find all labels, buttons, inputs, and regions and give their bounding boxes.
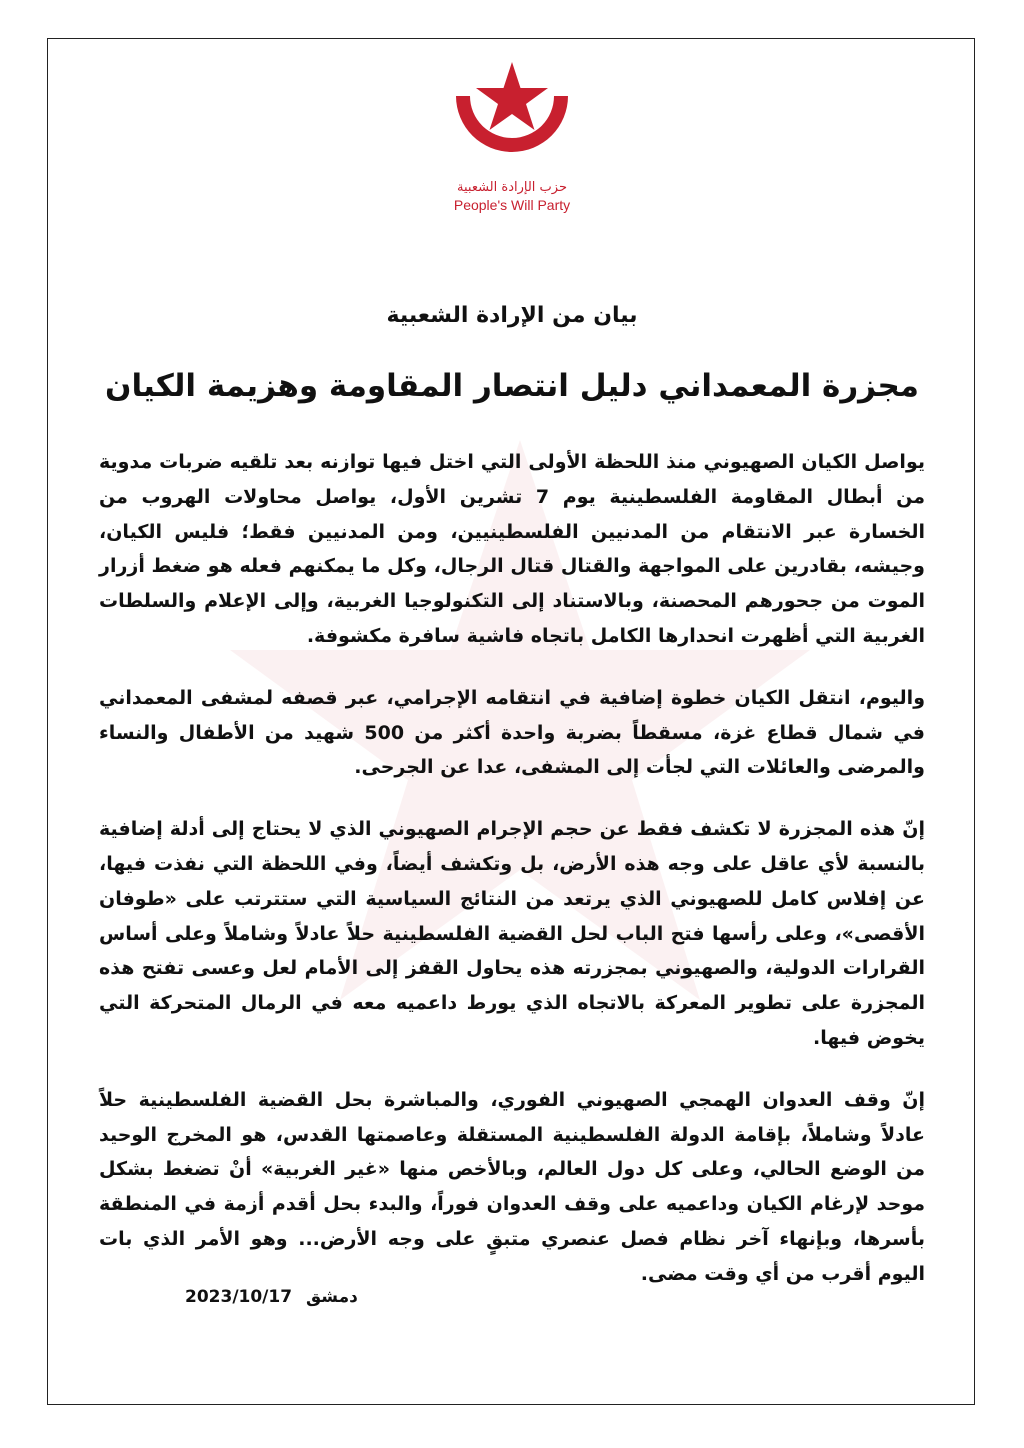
paragraph: يواصل الكيان الصهيوني منذ اللحظة الأولى التي اختل فيها توازنه بعد تلقيه ضربات مدوية من أبطال المقاومة الفلسطينية يوم 7 تشرين الأول، يواصل محاولات الهروب من الخسارة عبر الانتقام من المدنيين الفلسطينيين، ومن المدنيين فقط؛ فليس الكيان، وجيشه، بقادرين على المواجهة والقتال قتال الرجال، وكل ما يمكنهم فعله هو ضغط أزرار الموت من جحورهم المحصنة، وبالاستناد إلى التكنولوجيا الغربية، وإلى الإعلام والسلطات الغربية التي أظهرت انحدارها الكامل باتجاه فاشية سافرة مكشوفة. — [99, 451, 925, 647]
signoff — [185, 1287, 358, 1307]
paragraph: إنّ هذه المجزرة لا تكشف فقط عن حجم الإجرام الصهيوني الذي لا يحتاج إلى أدلة إضافية بالنسبة لأي عاقل على وجه هذه الأرض، بل وتكشف أيضاً، وفي اللحظة التي نفذت فيها، عن إفلاس كامل للصهيوني الذي يرتعد من النتائج السياسية التي ستترتب على «طوفان الأقصى»، وعلى رأسها فتح الباب لحل القضية الفلسطينية حلاً عادلاً وشاملاً وعلى أساس القرارات الدولية، والصهيوني بمجزرته هذه يحاول القفز إلى الأمام لعل وعسى تفتح هذه المجزرة على تطوير المعركة بالاتجاه الذي يورط داعميه معه في الرمال المتحركة التي يخوض فيها. — [99, 818, 925, 1049]
date-label: 2023/10/17 — [185, 1287, 293, 1307]
party-logo — [442, 58, 582, 243]
statement-kicker: بيان من الإرادة الشعبية — [386, 303, 638, 328]
party-name-english: People's Will Party — [453, 197, 571, 213]
party-name-arabic: حزب الإرادة الشعبية — [457, 180, 567, 195]
place-label: دمشق — [305, 1287, 358, 1307]
statement-body — [99, 445, 925, 1319]
star-crescent-logo-icon — [442, 58, 582, 178]
paragraph: واليوم، انتقل الكيان خطوة إضافية في انتقامه الإجرامي، عبر قصفه لمشفى المعمداني في شمال قطاع غزة، مسقطاً بضربة واحدة أكثر من 500 شهيد من الأطفال والنساء والمرضى والعائلات التي لجأت إلى المشفى، عدا عن الجرحى. — [99, 686, 925, 779]
statement-title: مجزرة المعمداني دليل انتصار المقاومة وهزيمة الكيان — [105, 368, 919, 404]
paragraph: إنّ وقف العدوان الهمجي الصهيوني الفوري، والمباشرة بحل القضية الفلسطينية حلاً عادلاً وشاملاً، بإقامة الدولة الفلسطينية المستقلة وعاصمتها القدس، هو المخرج الوحيد من الوضع الحالي، وعلى كل دول العالم، وبالأخص منها «غير الغربية» أنْ تضغط بشكل موحد لإرغام الكيان وداعميه على وقف العدوان فوراً، والبدء بحل أقدم أزمة في المنطقة بأسرها، وبإنهاء آخر نظام فصل عنصري متبقٍ على وجه الأرض... وهو الأمر الذي بات اليوم أقرب من أي وقت مضى. — [99, 1088, 925, 1285]
